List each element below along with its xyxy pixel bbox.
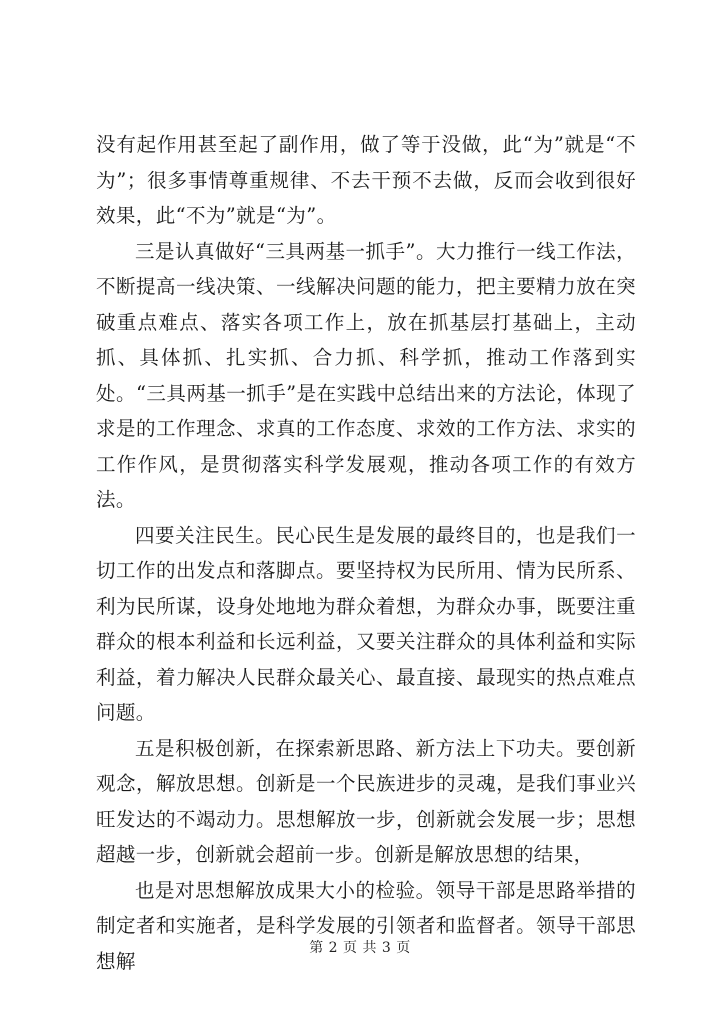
page-number-footer: 第 2 页 共 3 页: [309, 940, 411, 956]
document-body: [96, 127, 636, 979]
paragraph-4: 五是积极创新，在探索新思路、新方法上下功夫。要创新观念，解放思想。创新是一个民族进步的灵魂，是我们事业兴旺发达的不竭动力。思想解放一步，创新就会发展一步；思想超越一步，创新就会超前一步。创新是解放思想的结果，: [96, 736, 636, 866]
paragraph-1: 没有起作用甚至起了副作用，做了等于没做，此“为”就是“不为”；很多事情尊重规律、不去干预不去做，反而会收到很好效果，此“不为”就是“为”。: [96, 133, 636, 227]
paragraph-5: 也是对思想解放成果大小的检验。领导干部是思路举措的制定者和实施者，是科学发展的引领者和监督者。领导干部思想解: [96, 878, 636, 973]
paragraph-3: 四要关注民生。民心民生是发展的最终目的，也是我们一切工作的出发点和落脚点。要坚持权为民所用、情为民所系、利为民所谋，设身处地地为群众着想，为群众办事，既要注重群众的根本利益和长远利益，又要关注群众的具体利益和实际利益，着力解决人民群众最关心、最直接、最现实的热点难点问题。: [96, 523, 636, 724]
paragraph-2: 三是认真做好“三具两基一抓手”。大力推行一线工作法，不断提高一线决策、一线解决问题的能力，把主要精力放在突破重点难点、落实各项工作上，放在抓基层打基础上，主动抓、具体抓、扎实抓、合力抓、科学抓，推动工作落到实处。“三具两基一抓手”是在实践中总结出来的方法论，体现了求是的工作理念、求真的工作态度、求效的工作方法、求实的工作作风，是贯彻落实科学发展观，推动各项工作的有效方法。: [96, 239, 636, 511]
